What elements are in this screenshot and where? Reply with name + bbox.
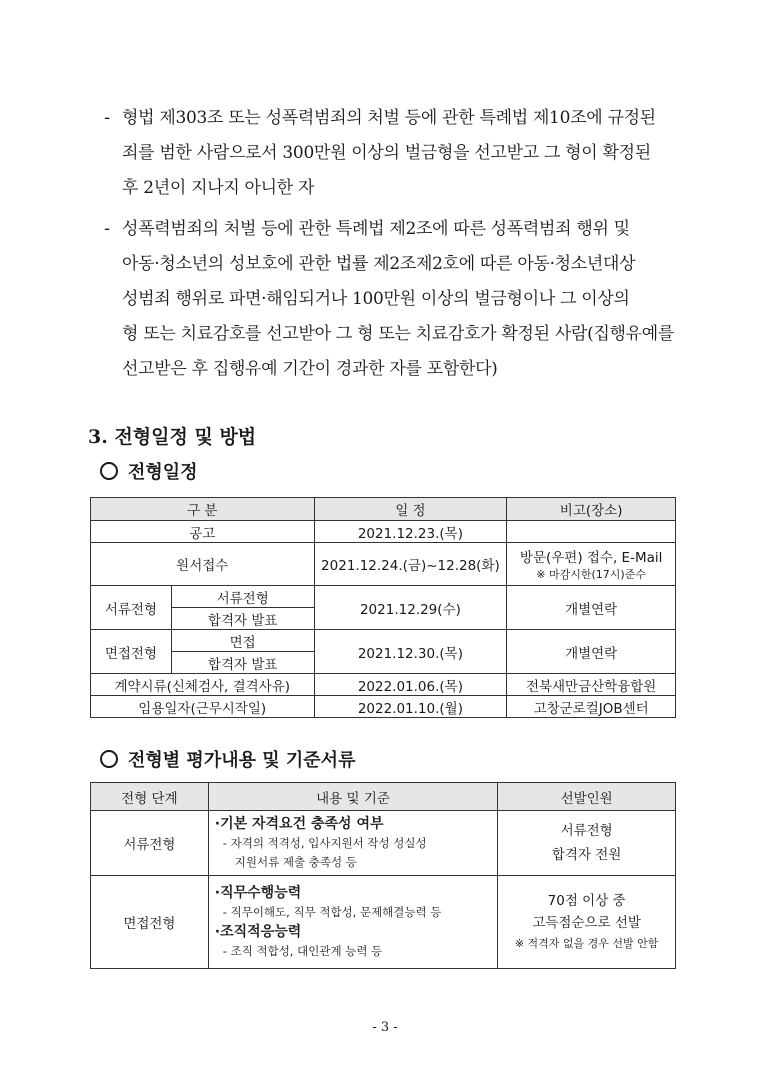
selection-note: ※ 적격자 없을 경우 선발 안함 [514, 937, 659, 950]
circle-bullet-icon [100, 750, 118, 768]
table-cell: 2021.12.30.(목) [314, 630, 507, 674]
table-cell: 2021.12.24.(금)~12.28(화) [314, 543, 507, 586]
criterion-title: ·기본 자격요건 충족성 여부 [214, 816, 384, 832]
column-header: 전형 단계 [91, 783, 209, 811]
criterion-detail: 지원서류 제출 충족성 등 [234, 855, 357, 869]
text-line: 성범죄 행위로 파면·해임되거나 100만원 이상의 벌금형이나 그 이상의 [122, 289, 630, 309]
table-cell: 공고 [91, 521, 315, 543]
selection-line: 고득점순으로 선발 [532, 915, 641, 931]
table-header-row [91, 498, 676, 521]
column-header: 비고(장소) [507, 498, 676, 521]
criterion-title: ·직무수행능력 [214, 885, 302, 901]
text-line: 선고받은 후 집행유예 기간이 경과한 자를 포함한다) [122, 359, 498, 379]
column-header: 내용 및 기준 [208, 783, 498, 811]
circle-bullet-icon [100, 462, 118, 480]
table-cell [507, 521, 676, 543]
table-cell: 2021.12.23.(목) [314, 521, 507, 543]
text-line: 형 또는 치료감호를 선고받아 그 형 또는 치료감호가 확정된 사람(집행유예를 [122, 324, 675, 344]
dash-marker: - [104, 108, 111, 128]
table-cell: 서류전형 [91, 586, 172, 630]
table-cell: 2022.01.06.(목) [314, 674, 507, 696]
list-item [104, 101, 684, 206]
criterion-detail: - 자격의 적격성, 입사지원서 작성 성실성 [222, 836, 427, 850]
disqualification-list [104, 101, 684, 393]
criterion-detail: - 조직 적합성, 대인관계 능력 등 [222, 944, 383, 958]
evaluation-heading [100, 746, 355, 772]
selection-line: 합격자 전원 [551, 847, 622, 863]
note-small: ※ 마감시한(17시)준수 [536, 568, 646, 581]
table-cell: 면접 [171, 630, 314, 652]
selection-line: 70점 이상 중 [547, 893, 626, 909]
table-cell: 면접전형 [91, 876, 209, 969]
section-title: 3. 전형일정 및 방법 [88, 426, 257, 448]
table-row [91, 876, 676, 969]
note-line: 방문(우편) 접수, E-Mail [519, 550, 663, 566]
schedule-table [90, 497, 676, 718]
schedule-heading-text: 전형일정 [128, 462, 198, 483]
table-cell: 개별연락 [507, 586, 676, 630]
table-cell: 면접전형 [91, 630, 172, 674]
evaluation-heading-text: 전형별 평가내용 및 기준서류 [128, 750, 356, 771]
text-line: 성폭력범죄의 처벌 등에 관한 특례법 제2조에 따른 성폭력범죄 행위 및 [122, 219, 630, 239]
text-line: 형법 제303조 또는 성폭력범죄의 처벌 등에 관한 특례법 제10조에 규정된 [122, 108, 656, 128]
table-cell: 2022.01.10.(월) [314, 696, 507, 718]
text-line: 죄를 범한 사람으로서 300만원 이상의 벌금형을 선고받고 그 형이 확정된 [122, 143, 651, 163]
column-header: 선발인원 [498, 783, 676, 811]
table-cell: 계약시류(신체검사, 결격사유) [91, 674, 315, 696]
table-cell: 고창군로컬JOB센터 [507, 696, 676, 718]
text-line: 후 2년이 지나지 아니한 자 [122, 178, 315, 198]
evaluation-table [90, 782, 676, 969]
table-row [91, 543, 676, 586]
table-cell: 2021.12.29(수) [314, 586, 507, 630]
table-cell [498, 876, 676, 969]
dash-marker: - [104, 219, 111, 239]
column-header: 일 정 [314, 498, 507, 521]
criterion-title: ·조직적응능력 [214, 924, 302, 940]
table-header-row [91, 783, 676, 811]
list-item [104, 212, 684, 387]
table-cell: 합격자 발표 [171, 652, 314, 674]
table-cell: 서류전형 [171, 586, 314, 608]
table-cell: 임용일자(근무시작일) [91, 696, 315, 718]
table-cell [208, 811, 498, 876]
criterion-detail: - 직무이해도, 직무 적합성, 문제해결능력 등 [222, 905, 442, 919]
schedule-heading [100, 458, 198, 484]
table-cell [208, 876, 498, 969]
table-row [91, 521, 676, 543]
table-row [91, 811, 676, 876]
table-row [91, 674, 676, 696]
table-cell: 전북새만금산학융합원 [507, 674, 676, 696]
page-number: - 3 - [372, 1020, 398, 1035]
table-cell: 개별연락 [507, 630, 676, 674]
table-cell [498, 811, 676, 876]
table-row [91, 586, 676, 608]
table-row [91, 696, 676, 718]
table-cell: 원서접수 [91, 543, 315, 586]
table-cell: 서류전형 [91, 811, 209, 876]
column-header: 구 분 [91, 498, 315, 521]
selection-line: 서류전형 [560, 823, 613, 839]
table-cell: 합격자 발표 [171, 608, 314, 630]
table-row [91, 630, 676, 652]
text-line: 아동·청소년의 성보호에 관한 법률 제2조제2호에 따른 아동·청소년대상 [122, 254, 636, 274]
table-cell [507, 543, 676, 586]
